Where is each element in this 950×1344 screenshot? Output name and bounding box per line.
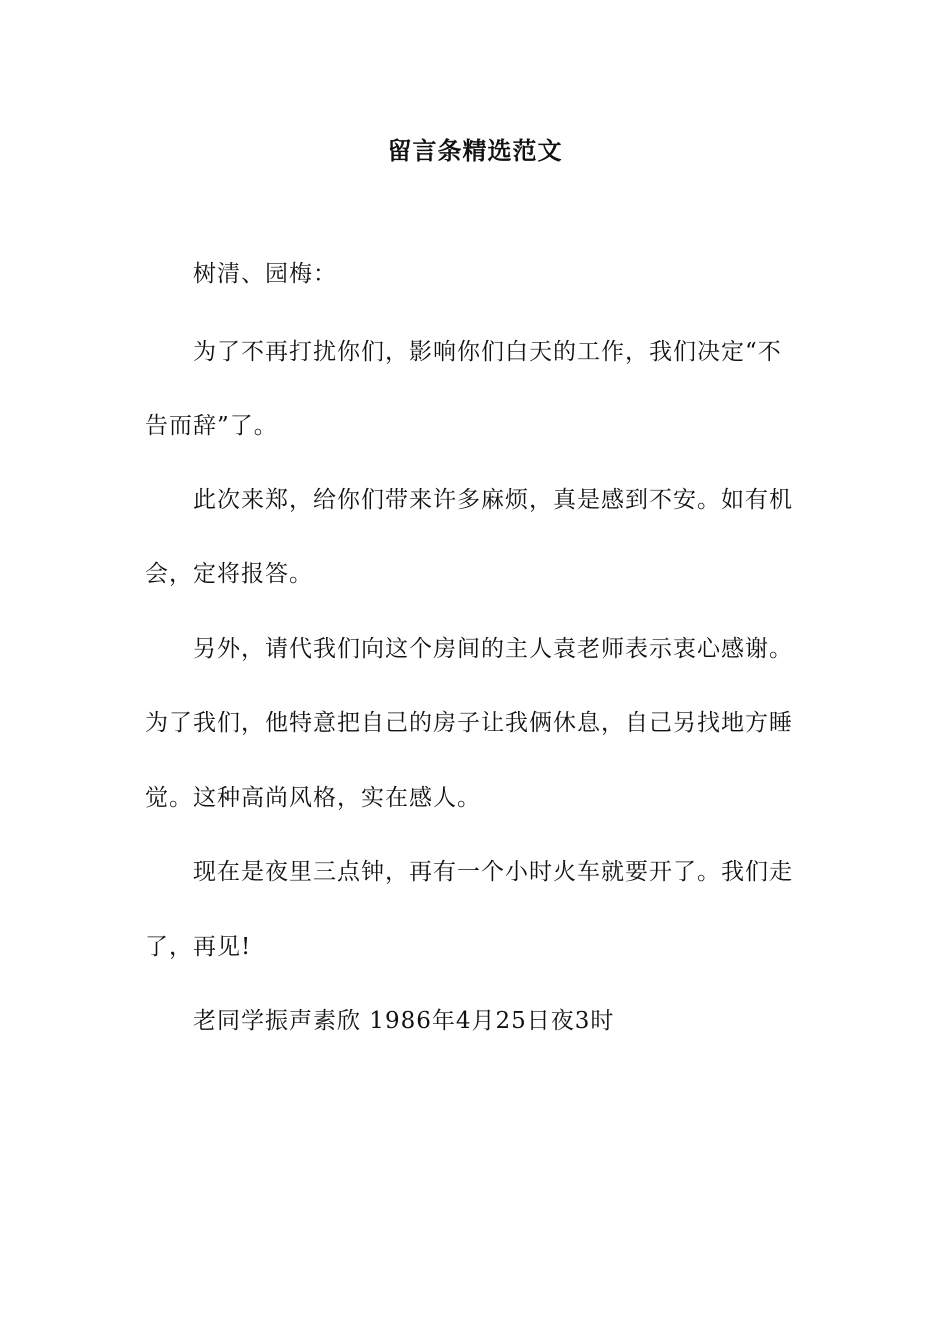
paragraph-1-line-1: 为了不再打扰你们，影响你们白天的工作，我们决定“不: [193, 339, 782, 365]
document-title: 留言条精选范文: [387, 136, 563, 165]
signature-line: 老同学振声素欣 1986年4月25日夜3时: [193, 1008, 615, 1034]
paragraph-2-line-2: 会，定将报答。: [145, 561, 313, 587]
paragraph-2-line-1: 此次来郑，给你们带来许多麻烦，真是感到不安。如有机: [193, 487, 793, 513]
salutation: 树清、园梅：: [193, 261, 337, 287]
paragraph-3-line-3: 觉。这种高尚风格，实在感人。: [145, 785, 481, 811]
paragraph-3-line-1: 另外，请代我们向这个房间的主人袁老师表示衷心感谢。: [193, 636, 793, 662]
paragraph-3-line-2: 为了我们，他特意把自己的房子让我俩休息，自己另找地方睡: [145, 710, 793, 736]
paragraph-4-line-2: 了，再见!: [145, 934, 252, 960]
letter-body: [145, 0, 809, 1344]
paragraph-1-line-2: 告而辞”了。: [145, 413, 278, 439]
paragraph-4-line-1: 现在是夜里三点钟，再有一个小时火车就要开了。我们走: [193, 859, 793, 885]
